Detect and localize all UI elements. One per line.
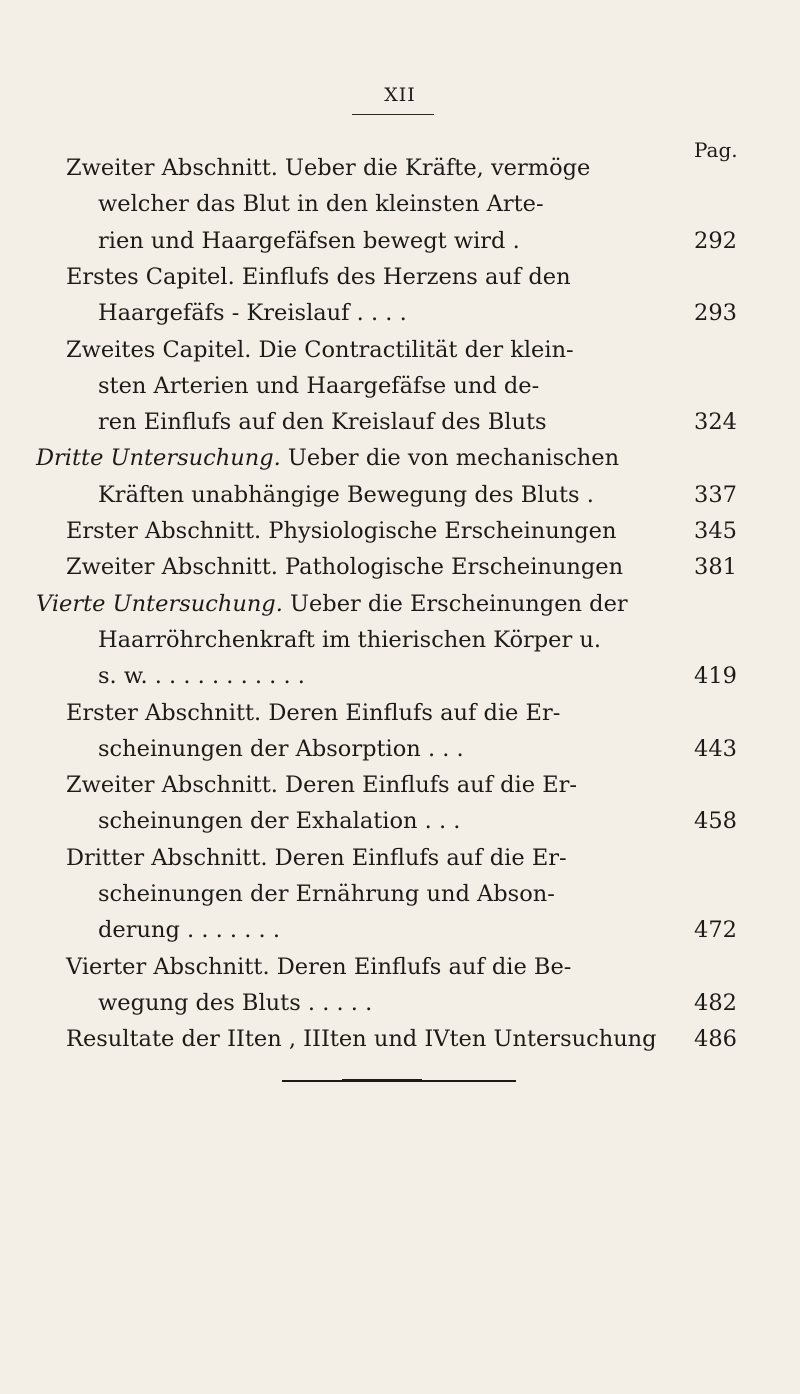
toc-entry-line: Haargefäfs - Kreislauf . . . . [98, 300, 407, 327]
toc-page-number: 324 [694, 409, 737, 436]
toc-page-number: 292 [694, 227, 737, 254]
page-header-number: XII [384, 84, 416, 106]
toc-entry-line: derung . . . . . . . [98, 917, 280, 944]
toc-entry-line: Zweiter Abschnitt. Ueber die Kräfte, vermöge [66, 155, 591, 181]
toc-page-number: 458 [694, 808, 737, 835]
toc-entry-line: Dritter Abschnitt. Deren Einflufs auf die Er- [66, 844, 567, 871]
toc-entry-line: sten Arterien und Haargefäfse und de- [98, 372, 540, 399]
bottom-rule [282, 1080, 516, 1082]
toc-entry-line: Resultate der IIten , IIIten und IVten Untersuchung [66, 1026, 657, 1053]
toc-entry-line: scheinungen der Exhalation . . . [98, 808, 461, 835]
toc-entry-line: scheinungen der Absorption . . . [98, 735, 464, 762]
toc-entry-line: wegung des Bluts . . . . . [98, 989, 373, 1016]
toc-page-number: 482 [694, 989, 737, 1016]
page-column-label: Pag. [694, 138, 738, 162]
toc-entry-line: Dritte Untersuchung. Ueber die von mechanischen [36, 445, 620, 472]
toc-page-number: 293 [694, 300, 737, 327]
toc-page-number: 472 [694, 917, 737, 944]
toc-entry-line: s. w. . . . . . . . . . . . [98, 663, 305, 690]
toc-entry-line: ren Einflufs auf den Kreislauf des Bluts [98, 409, 547, 436]
toc-entry-line: Haarröhrchenkraft im thierischen Körper u. [98, 626, 602, 653]
toc-entry-line: Vierter Abschnitt. Deren Einflufs auf die Be- [66, 953, 572, 980]
header-rule [352, 114, 434, 115]
toc-entry-line: scheinungen der Ernährung und Abson- [98, 881, 555, 907]
toc-page-number: 443 [694, 735, 737, 762]
toc-page-number: 486 [694, 1026, 737, 1053]
toc-page-number: 345 [694, 518, 737, 544]
toc-entry-line: welcher das Blut in den kleinsten Arte- [98, 191, 544, 218]
toc-entry-line: Zweites Capitel. Die Contractilität der klein- [66, 336, 574, 363]
toc-page-number: 381 [694, 554, 737, 581]
toc-page-number: 419 [694, 663, 737, 690]
toc-entry-line: Kräften unabhängige Bewegung des Bluts . [98, 481, 594, 508]
toc-entry-line: Erster Abschnitt. Deren Einflufs auf die Er- [66, 699, 561, 726]
toc-entry-line: Vierte Untersuchung. Ueber die Erscheinungen der [36, 590, 628, 617]
toc-entry-line: Erstes Capitel. Einflufs des Herzens auf den [66, 263, 571, 290]
toc-entry-line: rien und Haargefäfsen bewegt wird . [98, 227, 520, 254]
toc-entry-line: Zweiter Abschnitt. Pathologische Erscheinungen [66, 554, 624, 581]
toc-entry-line: Erster Abschnitt. Physiologische Erscheinungen [66, 518, 617, 544]
toc-page-number: 337 [694, 481, 737, 508]
toc-entry-line: Zweiter Abschnitt. Deren Einflufs auf die Er- [66, 772, 577, 799]
